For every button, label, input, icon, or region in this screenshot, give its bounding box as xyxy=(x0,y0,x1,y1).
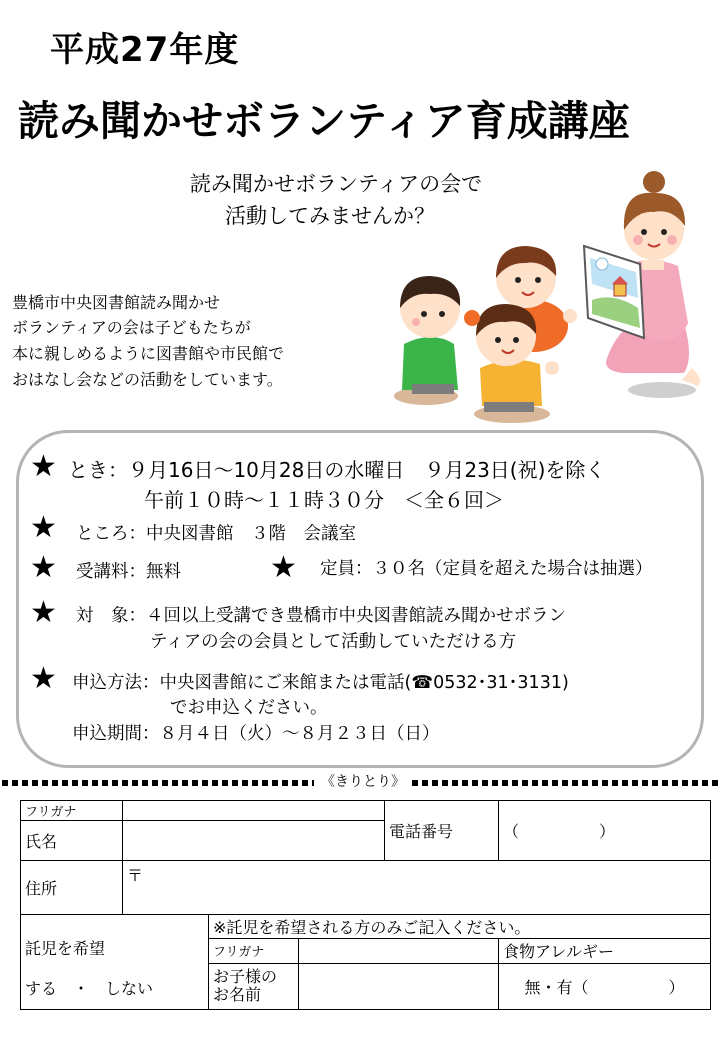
star-icon: ★ xyxy=(270,550,297,585)
picture-book xyxy=(584,246,644,338)
child-name-label-line-2: お名前 xyxy=(213,985,262,1005)
event-capacity: 定員：３０名（定員を超えた場合は抽選） xyxy=(320,559,653,579)
allergy-options[interactable]: 無・有（ ） xyxy=(499,963,711,1010)
event-fee: 受講料：無料 xyxy=(76,562,181,582)
event-dates: とき：９月16日～10月28日の水曜日 ９月23日(祝)を除く xyxy=(68,458,606,482)
target-line-1: 対 象：４回以上受講でき豊橋市中央図書館読み聞かせボラン xyxy=(76,606,566,626)
address-label: 住所 xyxy=(21,861,123,915)
postal-mark: 〒 xyxy=(127,866,144,885)
name-field[interactable] xyxy=(123,821,385,861)
star-icon: ★ xyxy=(30,510,57,545)
target-line-2: ティアの会の会員として活動していただける方 xyxy=(150,632,517,652)
apply-period: 申込期間：８月４日（火）～８月２３日（日） xyxy=(72,724,440,744)
address-field[interactable] xyxy=(123,861,711,915)
intro-line-2: ボランティアの会は子どもたちが xyxy=(12,318,251,337)
intro-line-1: 豊橋市中央図書館読み聞かせ xyxy=(12,293,221,312)
childcare-label: 託児を希望 xyxy=(25,939,106,958)
star-icon: ★ xyxy=(30,550,57,585)
application-form xyxy=(20,800,711,1010)
year-heading: 平成27年度 xyxy=(50,30,240,70)
star-icon: ★ xyxy=(30,595,57,630)
star-icon: ★ xyxy=(30,661,57,696)
event-times: 午前１０時～１１時３０分 ＜全６回＞ xyxy=(144,488,504,512)
phone-field[interactable]: （ ） xyxy=(499,801,711,861)
star-icon: ★ xyxy=(30,449,57,484)
subtitle-line-2: 活動してみませんか？ xyxy=(225,204,435,228)
cut-line xyxy=(412,780,718,786)
childcare-cell xyxy=(21,915,209,1010)
page-title: 読み聞かせボランティア育成講座 xyxy=(18,97,630,145)
childcare-note: ※託児を希望される方のみご記入ください。 xyxy=(209,915,711,939)
child-name-label-line-1: お子様の xyxy=(213,967,278,987)
child-name-label xyxy=(209,963,299,1010)
apply-method-line-2: でお申込ください。 xyxy=(170,698,328,718)
child-green xyxy=(394,276,460,405)
child-furigana-label: フリガナ xyxy=(209,939,299,963)
phone-label: 電話番号 xyxy=(385,801,499,861)
name-label: 氏名 xyxy=(21,821,123,861)
subtitle-line-1: 読み聞かせボランティアの会で xyxy=(189,172,483,196)
allergy-label: 食物アレルギー xyxy=(499,939,711,963)
event-place: ところ：中央図書館 ３階 会議室 xyxy=(76,524,356,544)
cut-label: 《きりとり》 xyxy=(321,774,405,790)
intro-line-4: おはなし会などの活動をしています。 xyxy=(12,370,283,389)
cut-line xyxy=(2,780,314,786)
child-name-field[interactable] xyxy=(299,963,499,1010)
child-furigana-field[interactable] xyxy=(299,939,499,963)
apply-method: 申込方法：中央図書館にご来館または電話(☎0532･31･3131) xyxy=(72,673,569,693)
furigana-label: フリガナ xyxy=(21,801,123,821)
childcare-options[interactable]: する ・ しない xyxy=(25,979,154,998)
storytelling-illustration xyxy=(392,168,710,430)
intro-line-3: 本に親しめるように図書館や市民館で xyxy=(12,344,285,363)
furigana-field[interactable] xyxy=(123,801,385,821)
